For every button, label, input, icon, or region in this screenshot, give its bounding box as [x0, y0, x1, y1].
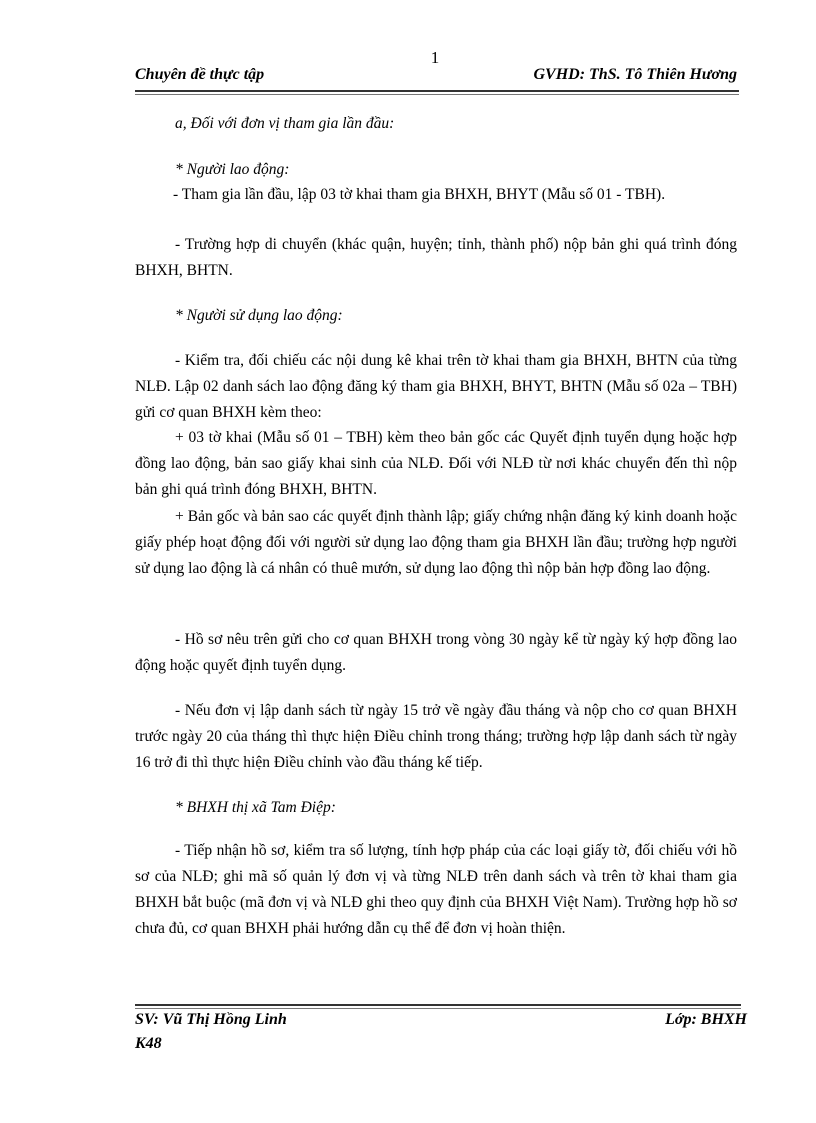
subheading-worker: * Người lao động: [175, 161, 290, 178]
footer-class: Lớp: BHXH [665, 1011, 747, 1028]
paragraph: + 03 tờ khai (Mẫu số 01 – TBH) kèm theo bản gốc các Quyết định tuyển dụng hoặc hợp đồng lao động, bản sao giấy khai sinh của NLĐ. Đối với NLĐ từ nơi khác chuyển đến thì nộp bản ghi quá trình đóng BHXH, BHTN. [135, 429, 737, 498]
paragraph: - Tiếp nhận hồ sơ, kiểm tra số lượng, tính hợp pháp của các loại giấy tờ, đối chiếu với hồ sơ của NLĐ; ghi mã số quản lý đơn vị và từng NLĐ trên danh sách và trên tờ khai tham gia BHXH bắt buộc (mã đơn vị và NLĐ ghi theo quy định của BHXH Việt Nam). Trường hợp hồ sơ chưa đủ, cơ quan BHXH phải hướng dẫn cụ thể để đơn vị hoàn thiện. [135, 842, 737, 937]
page-number: 1 [430, 48, 440, 67]
subheading-employer: * Người sử dụng lao động: [175, 307, 343, 324]
page-footer [135, 1011, 747, 1029]
paragraph: - Hồ sơ nêu trên gửi cho cơ quan BHXH trong vòng 30 ngày kể từ ngày ký hợp đồng lao động hoặc quyết định tuyển dụng. [135, 631, 737, 674]
header-right: GVHD: ThS. Tô Thiên Hương [533, 66, 737, 83]
subheading-bhxh: * BHXH thị xã Tam Điệp: [175, 799, 336, 816]
header-rule [135, 90, 739, 95]
paragraph: + Bản gốc và bản sao các quyết định thành lập; giấy chứng nhận đăng ký kinh doanh hoặc giấy phép hoạt động đối với người sử dụng lao động tham gia BHXH lần đầu; trường hợp người sử dụng lao động là cá nhân có thuê mướn, sử dụng lao động thì nộp bản hợp đồng lao động. [135, 508, 737, 577]
footer-rule [135, 1004, 741, 1009]
paragraph: - Nếu đơn vị lập danh sách từ ngày 15 trở về ngày đầu tháng và nộp cho cơ quan BHXH trước ngày 20 của tháng thì thực hiện Điều chỉnh trong tháng; trường hợp lập danh sách từ ngày 16 trở đi thì thực hiện Điều chỉnh vào đầu tháng kế tiếp. [135, 702, 737, 771]
footer-student: SV: Vũ Thị Hồng Linh [135, 1011, 287, 1028]
paragraph: - Trường hợp di chuyển (khác quận, huyện; tỉnh, thành phố) nộp bản ghi quá trình đóng BHXH, BHTN. [135, 236, 737, 279]
section-heading: a, Đối với đơn vị tham gia lần đầu: [175, 115, 395, 132]
header-left: Chuyên đề thực tập [135, 66, 265, 83]
footer-class-cont: K48 [135, 1035, 162, 1052]
paragraph: - Kiểm tra, đối chiếu các nội dung kê khai trên tờ khai tham gia BHXH, BHTN của từng NLĐ. Lập 02 danh sách lao động đăng ký tham gia BHXH, BHYT, BHTN (Mẫu số 02a – TBH) gửi cơ quan BHXH kèm theo: [135, 352, 737, 421]
page-header [135, 66, 737, 84]
paragraph: - Tham gia lần đầu, lập 03 tờ khai tham gia BHXH, BHYT (Mẫu số 01 - TBH). [173, 186, 666, 203]
